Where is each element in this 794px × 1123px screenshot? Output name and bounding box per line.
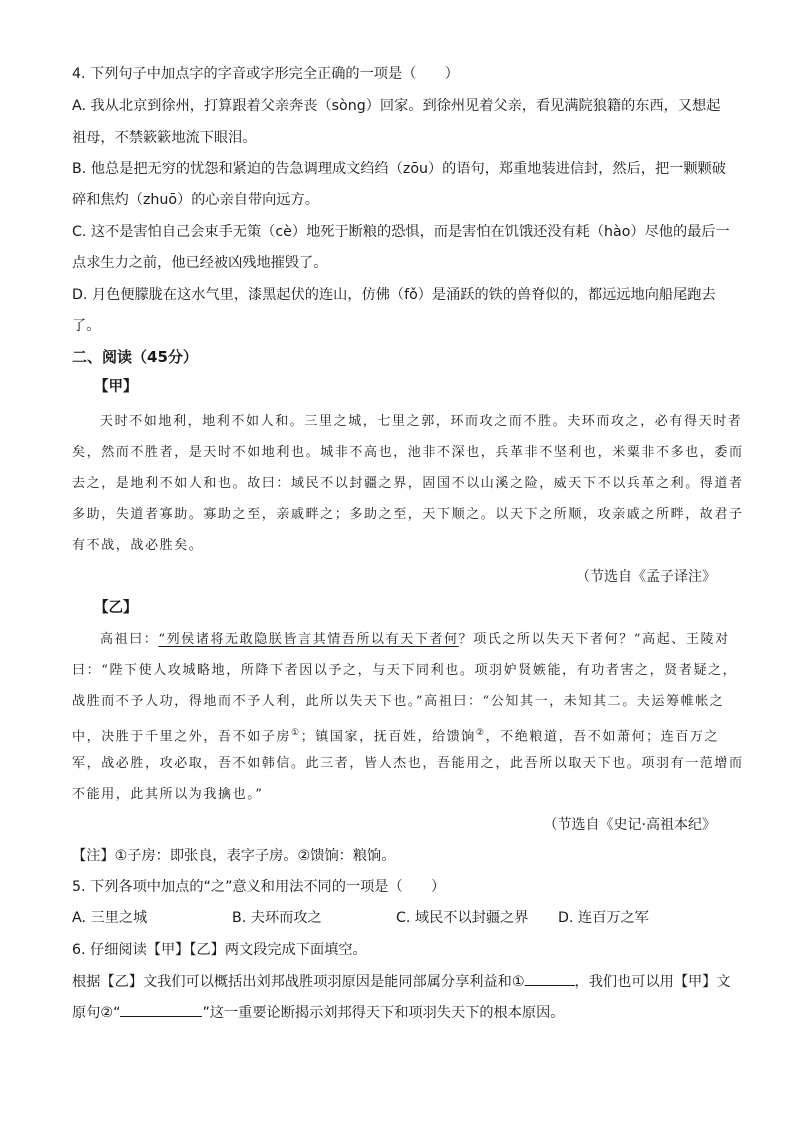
q5-option-a: A. 三里之城	[72, 910, 148, 926]
q5-stem: 5. 下列各项中加点的“之”意义和用法不同的一项是（ ）	[72, 879, 446, 895]
jia-line-1: 天时不如地利，地利不如人和。三里之城，七里之郭，环而攻之而不胜。夫环而攻之，必有得天时者	[100, 414, 743, 429]
q6-stem: 6. 仔细阅读【甲】【乙】两文段完成下面填空。	[72, 942, 367, 958]
yi-line-4-a: 中，决胜于千里之外，吾不如子房	[72, 729, 292, 745]
yi-line-2: 曰：“陛下使人攻城略地，所降下者因以予之，与天下同利也。项羽妒贤嫉能，有功者害之，贤者疑之，	[72, 663, 738, 678]
blank-2[interactable]	[120, 1002, 202, 1017]
q4-option-d-line2: 了。	[72, 318, 101, 334]
blank-1[interactable]	[525, 971, 575, 986]
footnote-marker-1: ①	[291, 728, 301, 738]
passage-yi-tag: 【乙】	[94, 600, 138, 616]
yi-line-1-pre: 高祖曰：	[100, 632, 159, 647]
q6-line-1	[72, 971, 731, 992]
jia-line-5: 有不战，战必胜矣。	[72, 538, 204, 553]
jia-source: （节选自《孟子译注》	[576, 569, 716, 585]
yi-underlined-sentence: “列侯诸将无敢隐朕皆言其情吾所以有天下者何	[158, 632, 459, 647]
footnote-marker-2: ②	[475, 728, 486, 738]
q4-option-b-line1: B. 他总是把无穷的忧怨和紧迫的告急调理成文绉绉（zōu）的语句，郑重地装进信封，然后，把一颗颗破	[72, 161, 726, 177]
q5-option-b: B. 夫环而攻之	[232, 910, 322, 926]
q4-option-d-line1: D. 月色便朦胧在这水气里，漆黑起伏的连山，仿佛（fǒ）是涌跃的铁的兽脊似的，都远远地向船尾跑去	[72, 287, 716, 303]
yi-line-1-post: ？项氏之所以失天下者何？”高起、王陵对	[458, 632, 730, 647]
jia-line-3: 去之，是地利不如人和也。故曰：域民不以封疆之界，固国不以山溪之险，威天下不以兵革之利。得道者	[72, 476, 744, 491]
q6-line-2-a: 原句②“	[72, 1005, 121, 1021]
q5-option-c: C. 域民不以封疆之界	[396, 910, 529, 926]
q4-option-c-line1: C. 这不是害怕自己会束手无策（cè）地死于断粮的恐惧，而是害怕在饥饿还没有耗（hào）尽他的最后一	[72, 224, 730, 240]
q6-line-2	[72, 1002, 565, 1023]
yi-line-1	[100, 630, 730, 650]
jia-line-2: 矣，然而不胜者，是天时不如地利也。城非不高也，池非不深也，兵革非不坚利也，米粟非不多也，委而	[72, 445, 744, 460]
annotation-note: 【注】①子房：即张良，表字子房。②馈饷：粮饷。	[72, 848, 396, 864]
passage-jia-tag: 【甲】	[94, 379, 138, 395]
yi-line-3: 战胜而不予人功，得地而不予人利，此所以失天下也。”高祖曰：“公知其一，未知其二。夫运筹帷帐之	[72, 694, 725, 709]
jia-line-4: 多助，失道者寡助。寡助之至，亲戚畔之；多助之至，天下顺之。以天下之所顺，攻亲戚之所畔，故君子	[72, 507, 744, 522]
q5-option-d: D. 连百万之军	[558, 910, 649, 926]
q4-option-c-line2: 点求生力之前，他已经被凶残地摧毁了。	[72, 255, 328, 271]
q4-option-b-line2: 碎和焦灼（zhuō）的心亲自带向远方。	[72, 192, 319, 208]
yi-line-4	[72, 723, 719, 747]
q4-option-a-line2: 祖母，不禁簌簌地流下眼泪。	[72, 130, 257, 146]
yi-line-5: 军，战必胜，攻必取，吾不如韩信。此三者，皆人杰也，吾能用之，此吾所以取天下也。项羽有一范增而	[72, 756, 744, 771]
q6-line-1-a: 根据【乙】文我们可以概括出刘邦战胜项羽原因是能同部属分享利益和①	[72, 974, 525, 990]
section-heading: 二、阅读（45分）	[72, 348, 198, 366]
yi-line-4-c: ，不绝粮道，吾不如萧何；连百万之	[485, 729, 720, 745]
yi-source: （节选自《史记·高祖本纪》	[543, 817, 716, 833]
q4-option-a-line1: A. 我从北京到徐州，打算跟着父亲奔丧（sòng）回家。到徐州见着父亲，看见满院狼籍的东西，又想起	[72, 98, 721, 114]
q5-options	[72, 908, 649, 928]
yi-line-6: 不能用，此其所以为我擒也。”	[72, 787, 264, 802]
q6-line-1-b: ，我们也可以用【甲】文	[574, 974, 731, 990]
q4-stem: 4. 下列句子中加点字的字音或字形完全正确的一项是（ ）	[72, 66, 459, 82]
q6-line-2-b: ”这一重要论断揭示刘邦得天下和项羽失天下的根本原因。	[202, 1005, 565, 1021]
yi-line-4-b: ；镇国家，抚百姓，给馈饷	[300, 729, 476, 745]
